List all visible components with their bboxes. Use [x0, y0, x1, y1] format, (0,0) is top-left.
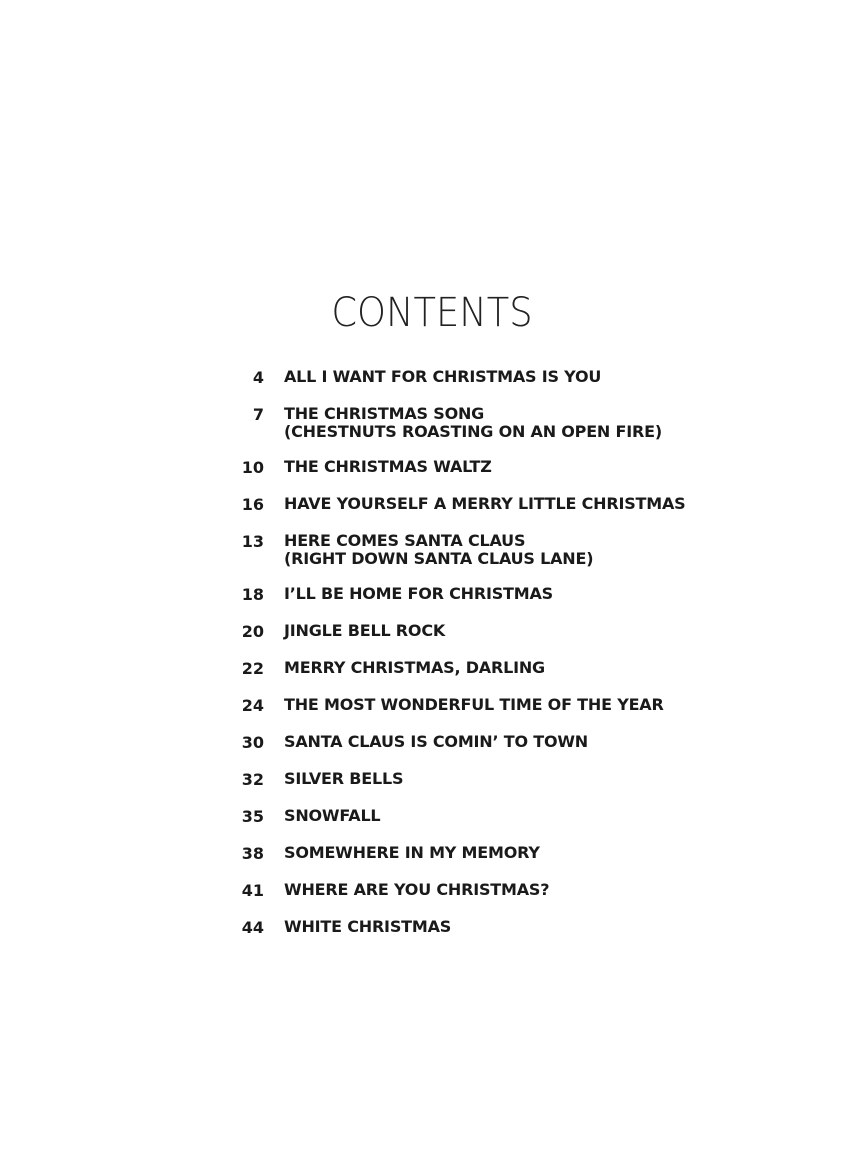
- page-number: 22: [241, 659, 264, 678]
- toc-entry[interactable]: [228, 405, 788, 441]
- song-title: [284, 622, 445, 640]
- song-title: [284, 458, 492, 476]
- song-title: [284, 659, 545, 677]
- toc-entry[interactable]: [228, 368, 788, 388]
- song-title-line: THE CHRISTMAS WALTZ: [284, 457, 492, 476]
- song-title-line: SANTA CLAUS IS COMIN’ TO TOWN: [284, 732, 588, 751]
- song-title-line: THE CHRISTMAS SONG: [284, 404, 485, 423]
- song-title: [284, 733, 588, 751]
- page-number: 7: [252, 405, 264, 424]
- page-number: 10: [241, 458, 264, 477]
- song-title-line: SNOWFALL: [284, 806, 381, 825]
- song-title-line: ALL I WANT FOR CHRISTMAS IS YOU: [284, 367, 602, 386]
- song-title: [284, 696, 664, 714]
- song-title: [284, 844, 540, 862]
- toc-entry[interactable]: [228, 696, 788, 716]
- page-number: 30: [241, 733, 264, 752]
- song-subtitle-line: (CHESTNUTS ROASTING ON AN OPEN FIRE): [284, 422, 662, 441]
- page-number: 24: [241, 696, 264, 715]
- song-title-line: JINGLE BELL ROCK: [284, 621, 446, 640]
- song-title-line: WHITE CHRISTMAS: [284, 917, 452, 936]
- toc-entry[interactable]: [228, 881, 788, 901]
- song-title-line: I’LL BE HOME FOR CHRISTMAS: [284, 584, 553, 603]
- toc-entry[interactable]: [228, 807, 788, 827]
- song-subtitle-line: (RIGHT DOWN SANTA CLAUS LANE): [284, 549, 594, 568]
- toc-entry[interactable]: [228, 770, 788, 790]
- toc-entry[interactable]: [228, 495, 788, 515]
- page-number: 20: [241, 622, 264, 641]
- song-title-line: SILVER BELLS: [284, 769, 404, 788]
- table-of-contents: [228, 368, 788, 955]
- song-title-line: HERE COMES SANTA CLAUS: [284, 531, 526, 550]
- toc-entry[interactable]: [228, 918, 788, 938]
- toc-entry[interactable]: [228, 532, 788, 568]
- song-title: [284, 807, 380, 825]
- song-title: [284, 585, 553, 603]
- toc-entry[interactable]: [228, 733, 788, 753]
- page-number: 41: [241, 881, 264, 900]
- page-number: 44: [241, 918, 264, 937]
- song-title: [284, 368, 601, 386]
- toc-entry[interactable]: [228, 622, 788, 642]
- page-number: 35: [241, 807, 264, 826]
- song-title-line: THE MOST WONDERFUL TIME OF THE YEAR: [284, 695, 664, 714]
- page-number: 13: [241, 532, 264, 551]
- page-number: 18: [241, 585, 264, 604]
- page-title: CONTENTS: [331, 290, 533, 336]
- page-number: 32: [241, 770, 264, 789]
- page-number: 4: [252, 368, 264, 387]
- song-title: [284, 918, 451, 936]
- song-title: [284, 881, 549, 899]
- toc-entry[interactable]: [228, 844, 788, 864]
- song-title-line: WHERE ARE YOU CHRISTMAS?: [284, 880, 550, 899]
- song-title-line: HAVE YOURSELF A MERRY LITTLE CHRISTMAS: [284, 494, 686, 513]
- song-title-line: SOMEWHERE IN MY MEMORY: [284, 843, 540, 862]
- song-title: [284, 770, 403, 788]
- song-title-line: MERRY CHRISTMAS, DARLING: [284, 658, 545, 677]
- toc-entry[interactable]: [228, 659, 788, 679]
- song-title: [284, 495, 686, 513]
- page-number: 38: [241, 844, 264, 863]
- toc-entry[interactable]: [228, 458, 788, 478]
- page-number: 16: [241, 495, 264, 514]
- toc-entry[interactable]: [228, 585, 788, 605]
- song-title: [284, 532, 593, 568]
- song-title: [284, 405, 662, 441]
